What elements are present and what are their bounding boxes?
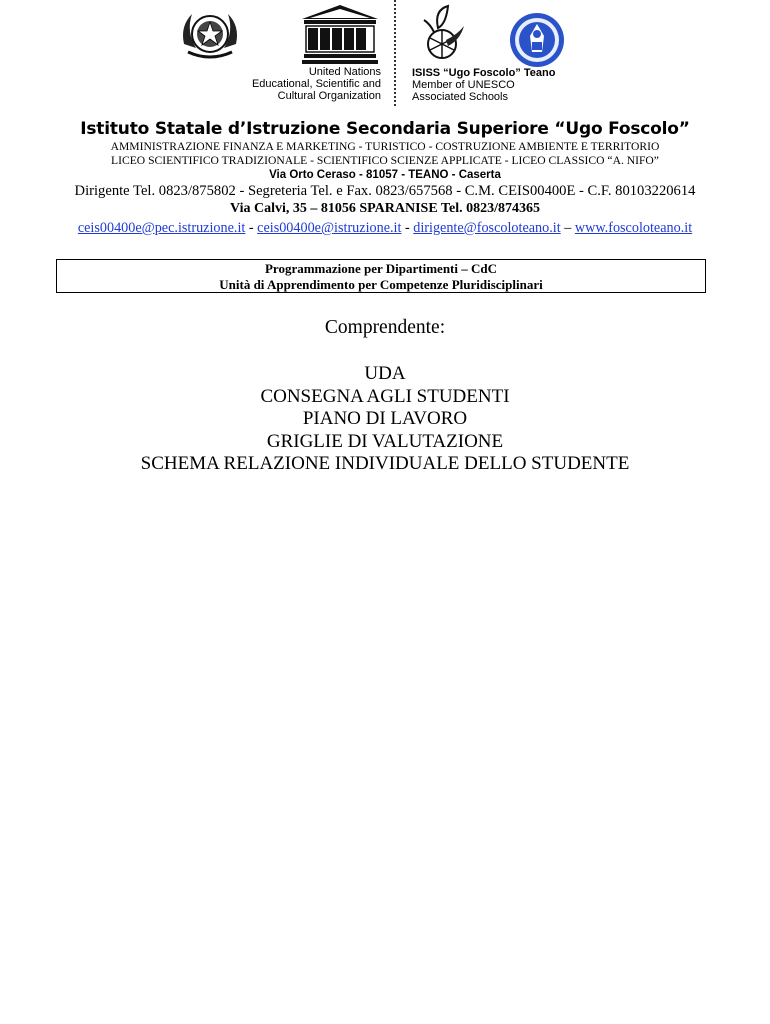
main-address: Via Orto Ceraso - 81057 - TEANO - Caserta [269, 169, 501, 181]
program-line-2: Unità di Apprendimento per Competenze Pluridisciplinari [219, 277, 543, 292]
website-link[interactable]: www.foscoloteano.it [574, 220, 693, 236]
institute-title: Istituto Statale d’Istruzione Secondaria Superiore “Ugo Foscolo” [80, 119, 690, 139]
list-item: UDA [364, 363, 406, 384]
courses-line-2: LICEO SCIENTIFICO TRADIZIONALE - SCIENTIFICO SCIENZE APPLICATE - LICEO CLASSICO “A. NIFO” [111, 154, 659, 167]
school-logo-icon [412, 4, 468, 64]
contact-numbers: Dirigente Tel. 0823/875802 - Segreteria Tel. e Fax. 0823/657568 - C.M. CEIS00400E - C.F. 80103220614 [74, 183, 696, 199]
list-item: SCHEMA RELAZIONE INDIVIDUALE DELLO STUDENTE [140, 453, 630, 474]
italian-emblem-icon [178, 4, 242, 64]
email-link[interactable]: ceis00400e@istruzione.it [257, 220, 402, 236]
contents-list [0, 363, 770, 476]
list-item: PIANO DI LAVORO [302, 408, 468, 429]
program-box [56, 259, 706, 293]
logo-divider [394, 0, 396, 106]
dirigente-email-link[interactable]: dirigente@foscoloteano.it [413, 220, 561, 236]
program-line-1: Programmazione per Dipartimenti – CdC [264, 261, 498, 276]
unesco-logo-icon [300, 3, 380, 65]
school-caption: ISISS “Ugo Foscolo” Teano Member of UNESCO Associated Schools [412, 67, 556, 103]
list-item: CONSEGNA AGLI STUDENTI [260, 385, 510, 407]
contact-links: ceis00400e@pec.istruzione.it - ceis00400e@istruzione.it - dirigente@foscoloteano.it – www.foscoloteano.it [77, 220, 693, 236]
courses-line-1: AMMINISTRAZIONE FINANZA E MARKETING - TURISTICO - COSTRUZIONE AMBIENTE E TERRITORIO [110, 140, 660, 153]
pec-email-link[interactable]: ceis00400e@pec.istruzione.it [77, 220, 246, 236]
list-item: GRIGLIE DI VALUTAZIONE [266, 430, 504, 452]
letterhead-logos [0, 0, 770, 110]
associated-schools-seal-icon [508, 12, 566, 68]
unesco-caption: United Nations Educational, Scientific and Cultural Organization [251, 66, 381, 102]
contents-intro: Comprendente: [324, 317, 446, 338]
branch-address: Via Calvi, 35 – 81056 SPARANISE Tel. 0823/874365 [230, 201, 540, 216]
institute-header [0, 118, 770, 238]
